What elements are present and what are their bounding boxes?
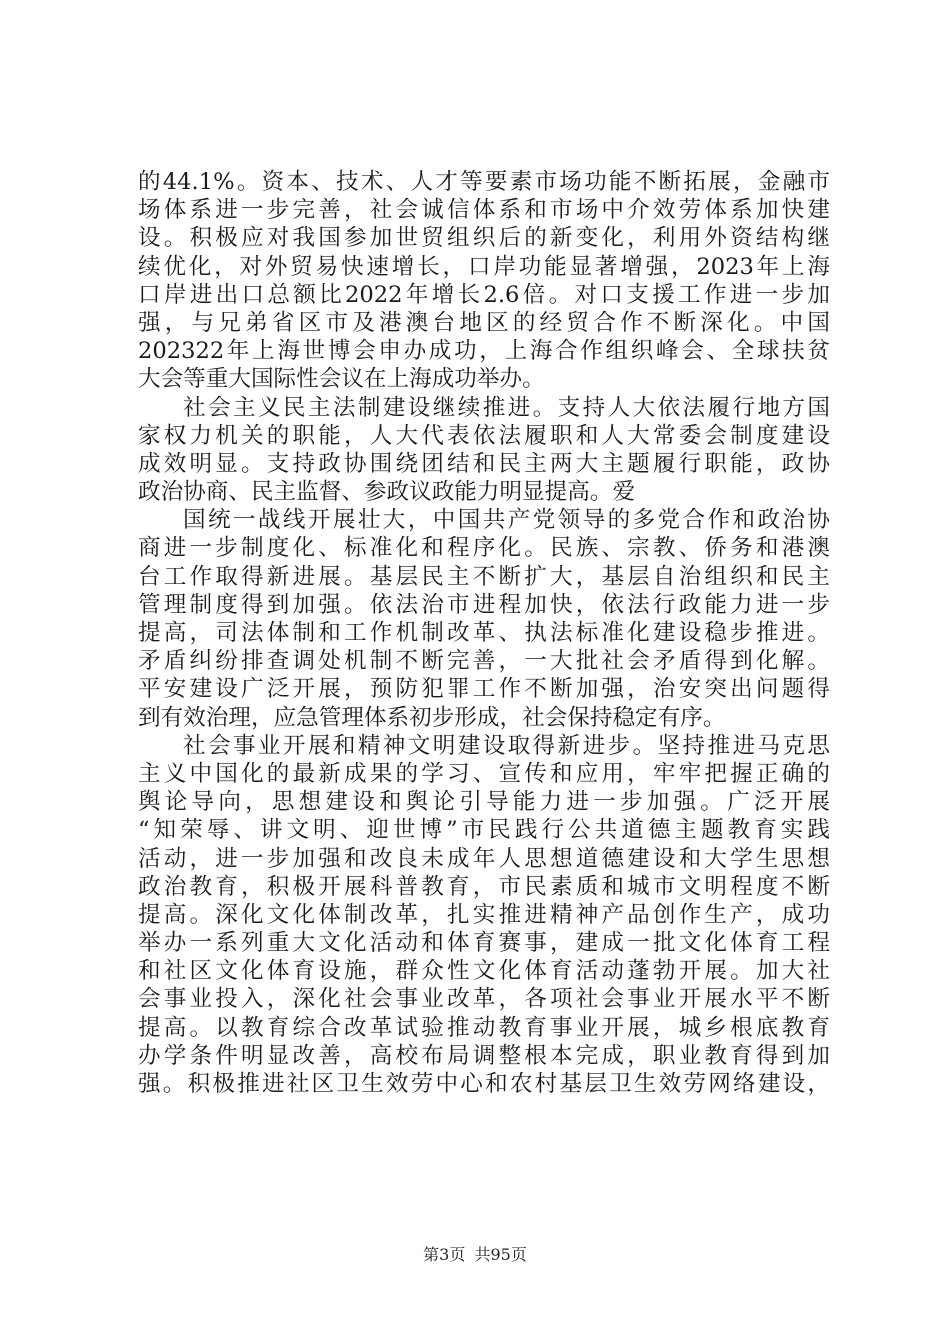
text-line: 提高。以教育综合改革试验推动教育事业开展，城乡根底教育: [138, 1014, 830, 1041]
text-line: 商进一步制度化、标准化和程序化。民族、宗教、侨务和港澳: [138, 535, 830, 562]
text-line: 台工作取得新进展。基层民主不断扩大，基层自治组织和民主: [138, 563, 830, 590]
text-line: 社会主义民主法制建设继续推进。支持人大依法履行地方国: [183, 394, 830, 421]
text-line: 管理制度得到加强。依法治市进程加快，依法行政能力进一步: [138, 591, 830, 618]
text-line: 办学条件明显改善，高校布局调整根本完成，职业教育得到加: [138, 1042, 830, 1069]
text-line: 家权力机关的职能，人大代表依法履职和人大常委会制度建设: [138, 422, 830, 449]
text-line: 活动，进一步加强和改良未成年人思想道德建设和大学生思想: [138, 845, 830, 872]
text-line: 和社区文化体育设施，群众性文化体育活动蓬勃开展。加大社: [138, 958, 830, 985]
text-line: 强。积极推进社区卫生效劳中心和农村基层卫生效劳网络建设，: [138, 1071, 830, 1097]
paragraph-4: [138, 732, 830, 1098]
text-line: 202322年上海世博会申办成功，上海合作组织峰会、全球扶贫: [138, 338, 830, 365]
text-line: 提高，司法体制和工作机制改革、执法标准化建设稳步推进。: [138, 620, 830, 646]
text-line: 会事业投入，深化社会事业改革，各项社会事业开展水平不断: [138, 986, 830, 1013]
document-body: [138, 168, 830, 1098]
text-line: 口岸进出口总额比2022年增长2.6倍。对口支援工作进一步加: [138, 281, 830, 308]
text-line: 舆论导向，思想建设和舆论引导能力进一步加强。广泛开展: [138, 789, 830, 816]
text-line: 提高。深化文化体制改革，扎实推进精神产品创作生产，成功: [138, 901, 830, 928]
text-line: 大会等重大国际性会议在上海成功举办。: [138, 366, 545, 393]
paragraph-1: [138, 168, 830, 394]
text-line: 国统一战线开展壮大，中国共产党领导的多党合作和政治协: [183, 507, 830, 534]
page-total: 共95页: [474, 1245, 527, 1264]
text-line: 社会事业开展和精神文明建设取得新进步。坚持推进马克思: [183, 732, 830, 759]
paragraph-2: [138, 394, 830, 507]
text-line: 矛盾纠纷排查调处机制不断完善，一大批社会矛盾得到化解。: [138, 648, 830, 675]
text-line: 主义中国化的最新成果的学习、宣传和应用，牢牢把握正确的: [138, 760, 830, 787]
text-line: 举办一系列重大文化活动和体育赛事，建成一批文化体育工程: [138, 930, 830, 957]
text-line: 政治教育，积极开展科普教育，市民素质和城市文明程度不断: [138, 873, 830, 900]
text-line: 设。积极应对我国参加世贸组织后的新变化，利用外资结构继: [138, 225, 830, 252]
text-line: 的44.1%。资本、技术、人才等要素市场功能不断拓展，金融市: [138, 169, 830, 195]
text-line: 续优化，对外贸易快速增长，口岸功能显著增强，2023年上海: [138, 253, 830, 280]
text-line: 场体系进一步完善，社会诚信体系和市场中介效劳体系加快建: [138, 197, 830, 224]
page-number: 第3页: [423, 1245, 466, 1264]
paragraph-3: [138, 506, 830, 732]
text-line: 到有效治理，应急管理体系初步形成，社会保持稳定有序。: [138, 704, 726, 731]
page-footer: [0, 1242, 950, 1265]
text-line: 成效明显。支持政协围绕团结和民主两大主题履行职能，政协: [138, 450, 830, 477]
text-line: 平安建设广泛开展，预防犯罪工作不断加强，治安突出问题得: [138, 676, 830, 703]
text-line: 政治协商、民主监督、参政议政能力明显提高。爱: [138, 479, 636, 506]
text-line: “知荣辱、讲文明、迎世博”市民践行公共道德主题教育实践: [138, 817, 830, 844]
text-line: 强，与兄弟省区市及港澳台地区的经贸合作不断深化。中国: [138, 309, 830, 336]
